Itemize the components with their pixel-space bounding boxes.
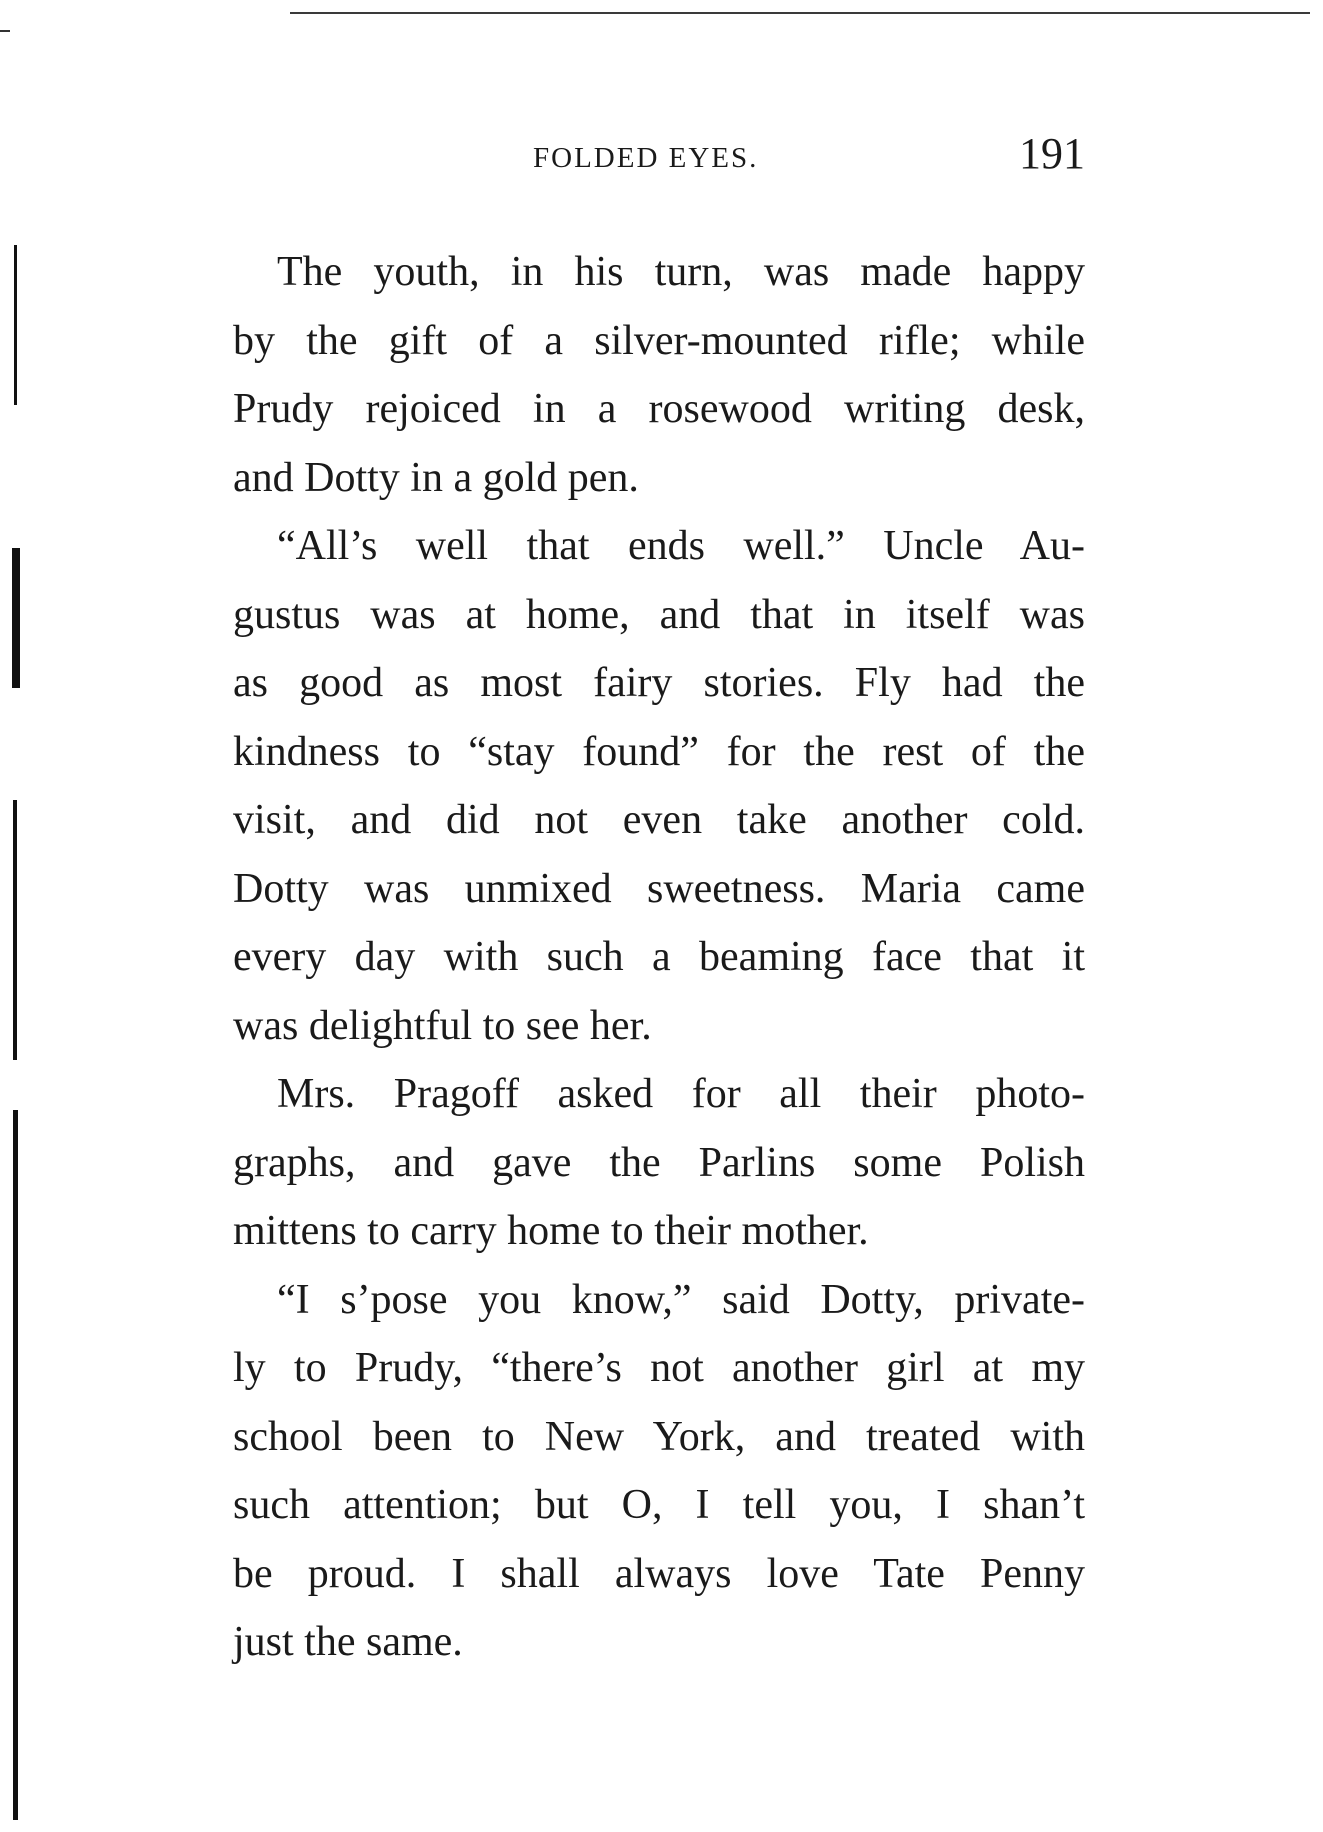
paragraph [233, 1060, 1085, 1266]
paragraph [233, 1266, 1085, 1677]
paragraph [233, 238, 1085, 512]
running-head: FOLDED EYES. [533, 142, 759, 174]
text-line: mittens to carry home to their mother. [233, 1208, 869, 1254]
paragraph [233, 512, 1085, 1060]
binding-shadow-mark [13, 1110, 18, 1820]
text-line: school been to New York, and treated with [233, 1413, 1085, 1460]
text-line: Prudy rejoiced in a rosewood writing desk, [233, 386, 1085, 432]
page-header [233, 128, 1085, 188]
body-text [233, 238, 1085, 1677]
text-line: “I s’pose you know,” said Dotty, private- [277, 1276, 1085, 1323]
text-line: ly to Prudy, “there’s not another girl at my [233, 1345, 1085, 1391]
text-line: just the same. [233, 1619, 463, 1665]
binding-shadow-mark [12, 548, 20, 688]
binding-shadow-mark [14, 245, 17, 405]
text-line: as good as most fairy stories. Fly had the [233, 660, 1085, 706]
text-line: “All’s well that ends well.” Uncle Au- [277, 523, 1085, 569]
scan-corner-mark [0, 30, 10, 32]
text-line: The youth, in his turn, was made happy [277, 249, 1085, 295]
text-line: visit, and did not even take another cold. [233, 797, 1085, 843]
page-number: 191 [1019, 129, 1085, 178]
text-line: was delightful to see her. [233, 1002, 652, 1049]
text-line: be proud. I shall always love Tate Penny [233, 1550, 1085, 1597]
binding-shadow-mark [13, 800, 17, 1060]
text-line: graphs, and gave the Parlins some Polish [233, 1139, 1085, 1186]
text-line: by the gift of a silver-mounted rifle; while [233, 317, 1085, 364]
text-line: such attention; but O, I tell you, I shan’t [233, 1482, 1085, 1528]
text-line: gustus was at home, and that in itself was [233, 591, 1085, 638]
top-border-rule [290, 12, 1310, 14]
text-line: kindness to “stay found” for the rest of the [233, 728, 1085, 775]
text-line: Mrs. Pragoff asked for all their photo- [277, 1071, 1085, 1117]
text-line: and Dotty in a gold pen. [233, 454, 639, 501]
text-line: every day with such a beaming face that it [233, 934, 1085, 980]
text-line: Dotty was unmixed sweetness. Maria came [233, 865, 1085, 912]
